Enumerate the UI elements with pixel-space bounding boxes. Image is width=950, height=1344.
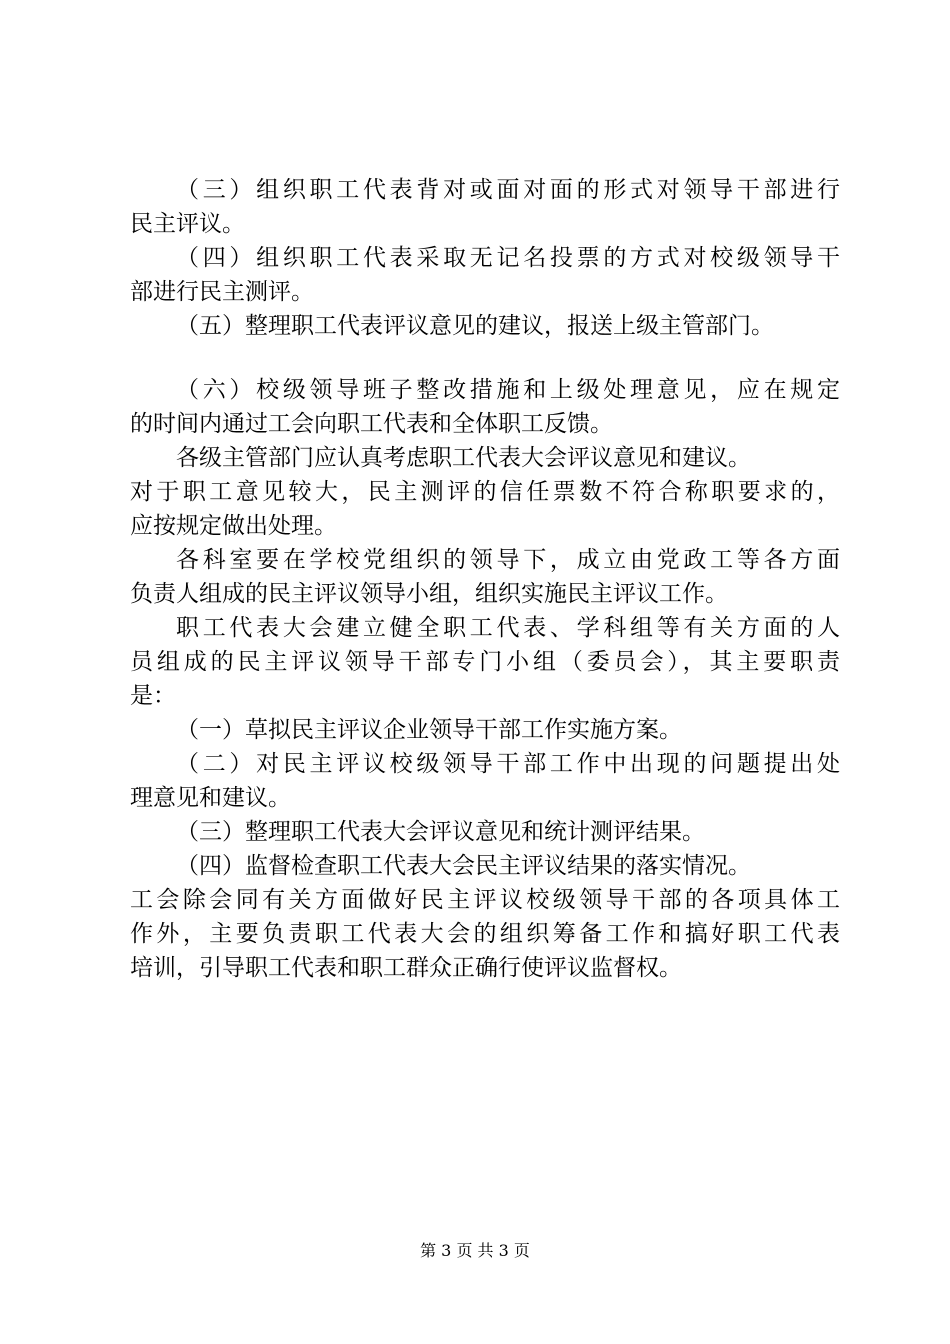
paragraph-line: 各级主管部门应认真考虑职工代表大会评议意见和建议。: [176, 445, 751, 471]
paragraph-line: 是：: [130, 683, 176, 709]
paragraph-line: 职工代表大会建立健全职工代表、学科组等有关方面的人: [176, 615, 840, 641]
paragraph-line: （四）组织职工代表采取无记名投票的方式对校级领导干: [176, 245, 840, 271]
paragraph-line: （一）草拟民主评议企业领导干部工作实施方案。: [176, 717, 682, 743]
paragraph-line: 负责人组成的民主评议领导小组，组织实施民主评议工作。: [130, 581, 728, 607]
paragraph-line: 应按规定做出处理。: [130, 513, 337, 539]
paragraph-line: （三）整理职工代表大会评议意见和统计测评结果。: [176, 819, 705, 845]
paragraph-line: 民主评议。: [130, 211, 245, 237]
paragraph-line: （二）对民主评议校级领导干部工作中出现的问题提出处: [176, 751, 840, 777]
paragraph-line: 理意见和建议。: [130, 785, 291, 811]
paragraph-line: （三）组织职工代表背对或面对面的形式对领导干部进行: [176, 177, 840, 203]
paragraph-line: 员组成的民主评议领导干部专门小组（委员会），其主要职责: [130, 649, 840, 675]
paragraph-line: 对于职工意见较大，民主测评的信任票数不符合称职要求的，: [130, 479, 840, 505]
paragraph-line: （五）整理职工代表评议意见的建议，报送上级主管部门。: [176, 313, 774, 339]
paragraph-line: 工会除会同有关方面做好民主评议校级领导干部的各项具体工: [130, 887, 840, 913]
paragraph-line: 部进行民主测评。: [130, 279, 314, 305]
page-number-footer: 第 3 页 共 3 页: [420, 1241, 530, 1260]
paragraph-line: 作外，主要负责职工代表大会的组织筹备工作和搞好职工代表: [130, 921, 840, 947]
paragraph-line: （六）校级领导班子整改措施和上级处理意见，应在规定: [176, 377, 840, 403]
paragraph-line: 各科室要在学校党组织的领导下，成立由党政工等各方面: [176, 547, 840, 573]
paragraph-line: 培训，引导职工代表和职工群众正确行使评议监督权。: [130, 955, 682, 981]
document-body: [130, 173, 840, 985]
paragraph-line: （四）监督检查职工代表大会民主评议结果的落实情况。: [176, 853, 751, 879]
paragraph-line: 的时间内通过工会向职工代表和全体职工反馈。: [130, 411, 613, 437]
